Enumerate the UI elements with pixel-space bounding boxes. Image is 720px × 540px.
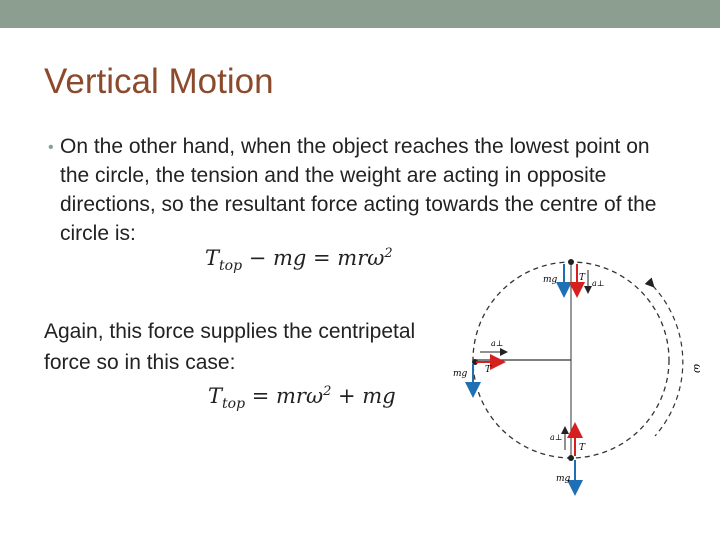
top-mg-label: mg <box>543 275 558 285</box>
bullet-text: On the other hand, when the object reaches the lowest point on the circle, the tension and the weight are acting in opposite directions, so the resultant force acting towards the centre of the circle is: <box>60 135 657 245</box>
eq2-lhs-sub: top <box>222 396 246 413</box>
eq1-lhs-var: T <box>205 246 220 270</box>
top-a-label: a⊥ <box>592 279 605 288</box>
bottom-mass <box>568 455 574 461</box>
side-mg-label: mg <box>453 369 468 379</box>
paragraph-2: Again, this force supplies the centripetal force so in this case: <box>44 320 416 374</box>
rotation-arc <box>653 286 683 436</box>
eq2-mid: = mrω <box>245 384 324 408</box>
top-mass <box>568 259 574 265</box>
eq2-tail: + mg <box>331 384 396 408</box>
eq1-lhs-sub: top <box>219 258 243 275</box>
eq1-power: 2 <box>384 246 393 261</box>
bullet-marker: • <box>48 139 54 156</box>
bottom-mg-label: mg <box>556 474 571 484</box>
eq2-power: 2 <box>323 384 332 399</box>
top-T-label: T <box>579 273 586 283</box>
side-a-label: a⊥ <box>491 339 504 348</box>
slide-title: Vertical Motion <box>44 62 274 101</box>
bottom-a-label: a⊥ <box>550 433 563 442</box>
eq2-lhs-var: T <box>208 384 223 408</box>
equation-2 <box>208 384 396 412</box>
bottom-T-label: T <box>579 443 586 453</box>
omega-label: ω <box>691 364 704 373</box>
equation-1 <box>205 246 393 274</box>
eq1-rest: − mg = mrω <box>242 246 385 270</box>
side-T-label: T <box>485 365 492 375</box>
circular-motion-diagram <box>440 250 710 500</box>
top-bar <box>0 0 720 28</box>
